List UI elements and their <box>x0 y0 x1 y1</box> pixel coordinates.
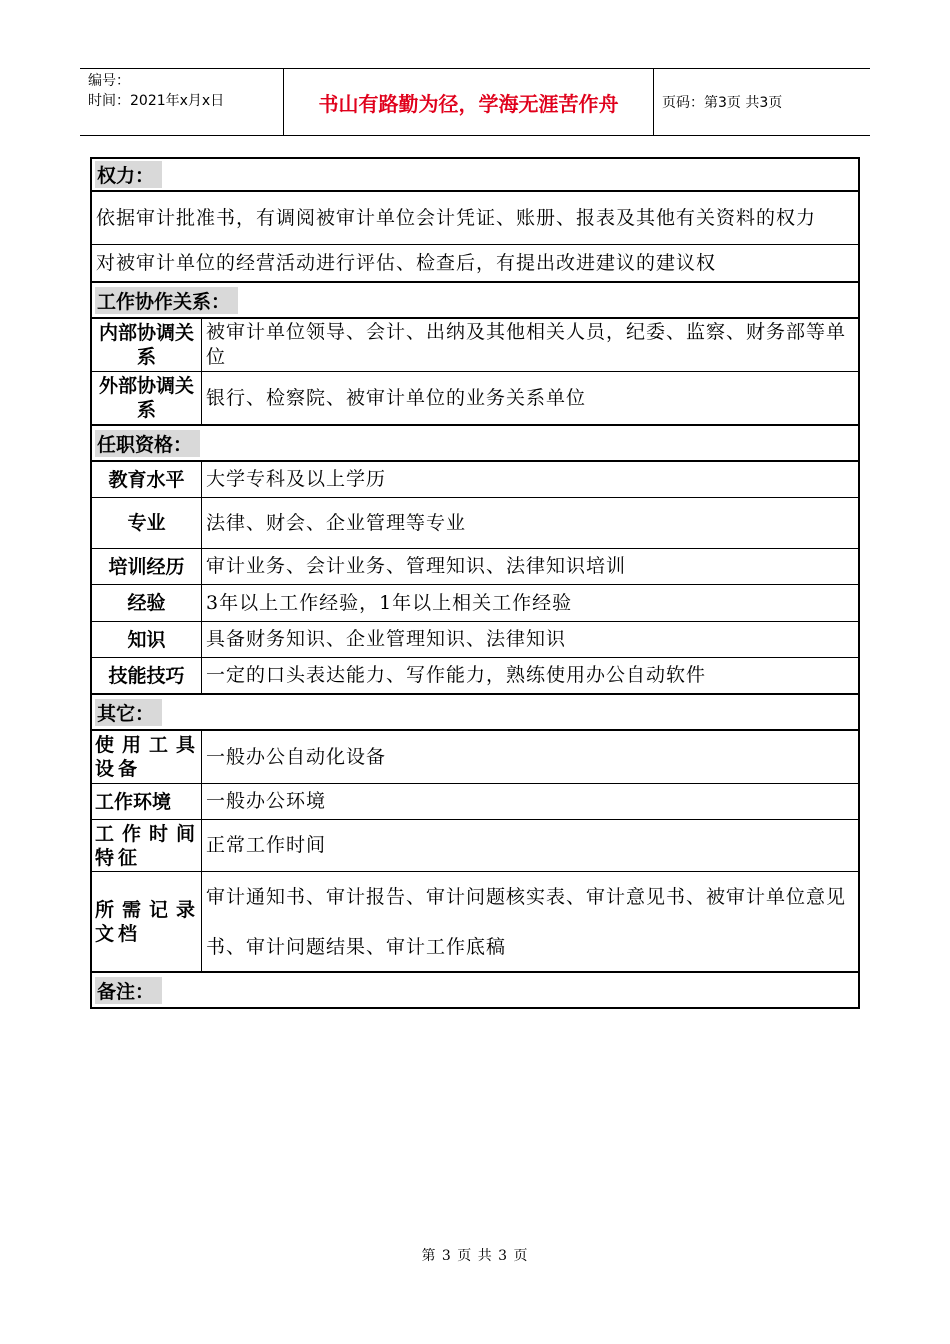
page-footer: 第 3 页 共 3 页 <box>421 1248 529 1264</box>
other-row <box>92 784 858 820</box>
qualification-label: 教育水平 <box>92 462 202 497</box>
section-relations-header <box>92 283 858 319</box>
section-title: 备注： <box>95 977 162 1004</box>
header-motto-cell <box>283 69 654 135</box>
qualification-row <box>92 585 858 622</box>
job-description-table <box>90 157 860 1009</box>
powers-item-1: 依据审计批准书，有调阅被审计单位会计凭证、账册、报表及其他有关资料的权力 <box>92 192 858 245</box>
other-label: 使用工具设备 <box>92 731 202 783</box>
qualification-value: 一定的口头表达能力、写作能力，熟练使用办公自动软件 <box>206 664 707 686</box>
other-row <box>92 731 858 784</box>
qualification-label: 专业 <box>92 498 202 548</box>
section-powers-header <box>92 159 858 192</box>
external-relations-label: 外部协调关系 <box>92 372 202 424</box>
section-remarks-header <box>92 973 858 1007</box>
other-value: 正常工作时间 <box>206 834 327 856</box>
other-value: 一般办公自动化设备 <box>206 745 387 768</box>
other-row <box>92 820 858 872</box>
other-value: 审计通知书、审计报告、审计问题核实表、审计意见书、被审计单位意见书、审计问题结果、审计工作底稿 <box>206 885 847 958</box>
section-title: 任职资格： <box>95 430 200 457</box>
other-label: 所需记录文档 <box>92 872 202 971</box>
section-qualifications-header <box>92 426 858 462</box>
qualification-label: 技能技巧 <box>92 658 202 693</box>
other-label: 工作时间特征 <box>92 820 202 871</box>
external-relations-value: 银行、检察院、被审计单位的业务关系单位 <box>206 386 587 409</box>
qualification-row <box>92 462 858 498</box>
qualification-value: 法律、财会、企业管理等专业 <box>206 511 467 534</box>
section-other-header <box>92 695 858 731</box>
section-title: 其它： <box>95 699 162 726</box>
qualification-row <box>92 549 858 585</box>
qualification-row <box>92 498 858 549</box>
document-date: 时间：2021年x月x日 <box>88 93 225 109</box>
header-page-info: 页码：第3页 共3页 <box>662 95 783 111</box>
relations-external-row <box>92 372 858 426</box>
powers-item-2: 对被审计单位的经营活动进行评估、检查后，有提出改进建议的建议权 <box>92 245 858 283</box>
section-title: 权力： <box>95 161 162 188</box>
internal-relations-value: 被审计单位领导、会计、出纳及其他相关人员，纪委、监察、财务部等单位 <box>206 321 847 368</box>
other-value: 一般办公环境 <box>206 790 327 812</box>
qualification-row <box>92 658 858 695</box>
qualification-label: 经验 <box>92 585 202 621</box>
internal-relations-label: 内部协调关系 <box>92 319 202 371</box>
qualification-value: 审计业务、会计业务、管理知识、法律知识培训 <box>206 555 627 577</box>
qualification-row <box>92 622 858 658</box>
section-title: 工作协作关系： <box>95 287 238 314</box>
qualification-label: 知识 <box>92 622 202 657</box>
qualification-label: 培训经历 <box>92 549 202 584</box>
other-row <box>92 872 858 973</box>
qualification-value: 大学专科及以上学历 <box>206 468 387 490</box>
relations-internal-row <box>92 319 858 372</box>
header-motto: 书山有路勤为径，学海无涯苦作舟 <box>318 91 619 116</box>
qualification-value: 具备财务知识、企业管理知识、法律知识 <box>206 628 567 650</box>
header-meta <box>80 69 283 135</box>
other-label: 工作环境 <box>92 784 202 819</box>
qualification-value: 3年以上工作经验，1年以上相关工作经验 <box>206 591 573 614</box>
document-number-label: 编号： <box>88 73 130 89</box>
document-header <box>80 68 870 136</box>
